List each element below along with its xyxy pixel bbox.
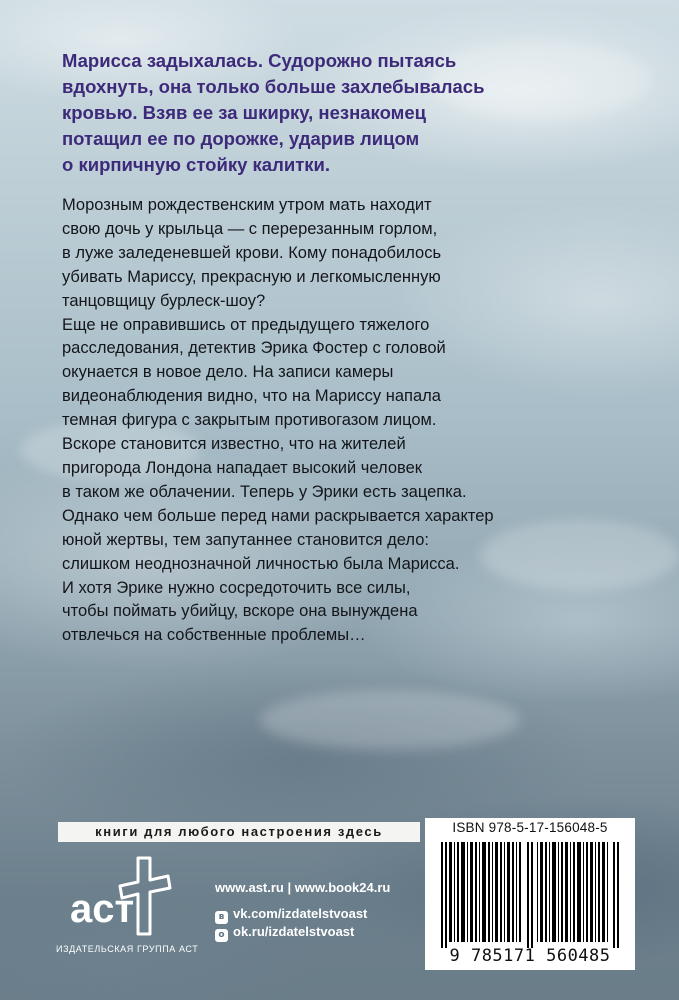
barcode: [441, 842, 621, 948]
ok-link[interactable]: ok.ru/izdatelstvoast: [233, 924, 355, 939]
isbn-label: ISBN 978-5-17-156048-5: [452, 820, 608, 835]
vk-link-row[interactable]: [215, 906, 367, 924]
website-links[interactable]: www.ast.ru | www.book24.ru: [215, 880, 391, 895]
publisher-slogan: книги для любого настроения здесь: [58, 822, 420, 842]
teaser-excerpt: Марисса задыхалась. Судорожно пытаясь вдохнуть, она только больше захлебывалась кровью. Взяв ее за шкирку, незнакомец потащил ее по дорожке, ударив лицом о кирпичную стойку калитки.: [62, 50, 485, 175]
barcode-panel: [425, 818, 635, 970]
ok-link-row[interactable]: [215, 924, 354, 942]
ok-icon: о: [215, 929, 228, 942]
barcode-number: 9 785171 560485: [449, 946, 611, 966]
foam-patch: [260, 690, 520, 750]
publisher-caption: ИЗДАТЕЛЬСКАЯ ГРУППА АСТ: [56, 944, 199, 954]
vk-icon: в: [215, 911, 228, 924]
vk-link[interactable]: vk.com/izdatelstvoast: [233, 906, 368, 921]
logo-text: аст: [70, 887, 135, 931]
book-description: Морозным рождественским утром мать находит свою дочь у крыльца — с перерезанным горлом, в луже заледеневшей крови. Кому понадобилось убивать Мариссу, прекрасную и легкомысленную танцовщицу бурлеск-шоу? Еще не оправившись от предыдущего тяжелого расследования, детектив Эрика Фостер с головой окунается в новое дело. На записи камеры видеонаблюдения видно, что на Мариссу напала темная фигура с закрытым противогазом лицом. Вскоре становится известно, что на жителей пригорода Лондона нападает высокий человек в таком же облачении. Теперь у Эрики есть зацепка. Однако чем больше перед нами раскрывается характер юной жертвы, тем запутаннее становится дело: слишком неоднозначной личностью была Марисса. И хотя Эрике нужно сосредоточить все силы, чтобы поймать убийцу, вскоре она вынуждена отвлечься на собственные проблемы…: [62, 196, 494, 645]
ast-logo: [68, 850, 188, 940]
